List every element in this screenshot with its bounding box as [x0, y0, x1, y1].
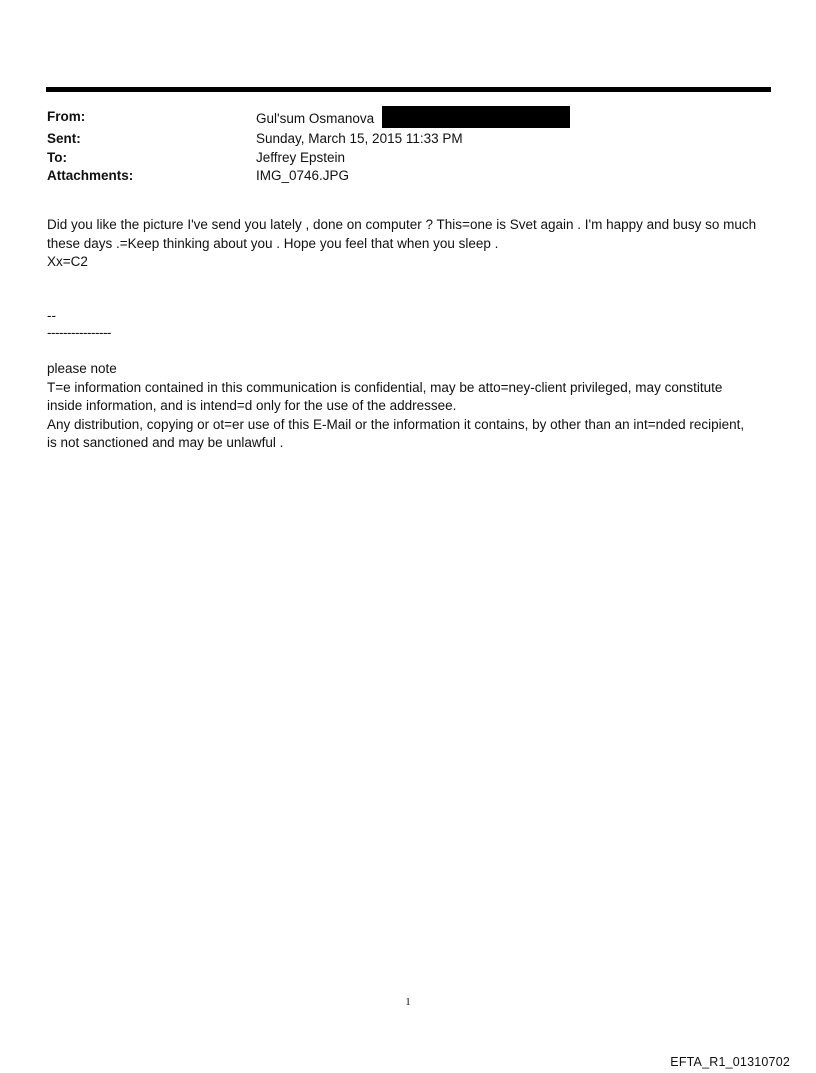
redaction-bar — [382, 106, 570, 128]
attachments-value: IMG_0746.JPG — [256, 168, 350, 183]
notice-para2-line1: Any distribution, copying or ot=er use of this E-Mail or the information it contains, by other than an int=nded recipient, — [47, 416, 745, 432]
to-label: To: — [47, 149, 67, 165]
header-row-sent — [47, 130, 570, 149]
sent-label: Sent: — [47, 131, 81, 146]
header-row-to — [47, 149, 570, 168]
body-line-1: Did you like the picture I've send you lately , done on computer ? This=one is Svet again . I'm happy and busy so much — [47, 217, 757, 232]
document-id: EFTA_R1_01310702 — [670, 1055, 790, 1069]
body-line-3: Xx=C2 — [47, 254, 88, 269]
notice-para2-line2: is not sanctioned and may be unlawful . — [47, 435, 284, 450]
signature-separator-long: ---------------- — [47, 325, 111, 340]
header-divider — [46, 87, 771, 92]
notice-para1-line2: inside information, and is intend=d only for the use of the addressee. — [47, 398, 457, 413]
from-value-wrap — [256, 108, 570, 130]
header-row-from — [47, 108, 570, 130]
header-row-attachments — [47, 167, 570, 186]
page-number: 1 — [405, 996, 411, 1008]
signature-separator-short: -- — [47, 308, 56, 323]
email-body — [47, 216, 777, 272]
confidentiality-notice — [47, 360, 777, 453]
from-value: Gul'sum Osmanova — [256, 110, 375, 126]
attachments-label: Attachments: — [47, 168, 134, 183]
from-label: From: — [47, 109, 86, 124]
email-header — [47, 108, 570, 186]
notice-heading: please note — [47, 361, 117, 376]
body-line-2: these days .=Keep thinking about you . Hope you feel that when you sleep . — [47, 235, 499, 251]
sent-value: Sunday, March 15, 2015 11:33 PM — [256, 131, 463, 146]
to-value: Jeffrey Epstein — [256, 149, 346, 165]
notice-para1-line1: T=e information contained in this communication is confidential, may be atto=ney-client privileged, may constitute — [47, 379, 723, 395]
